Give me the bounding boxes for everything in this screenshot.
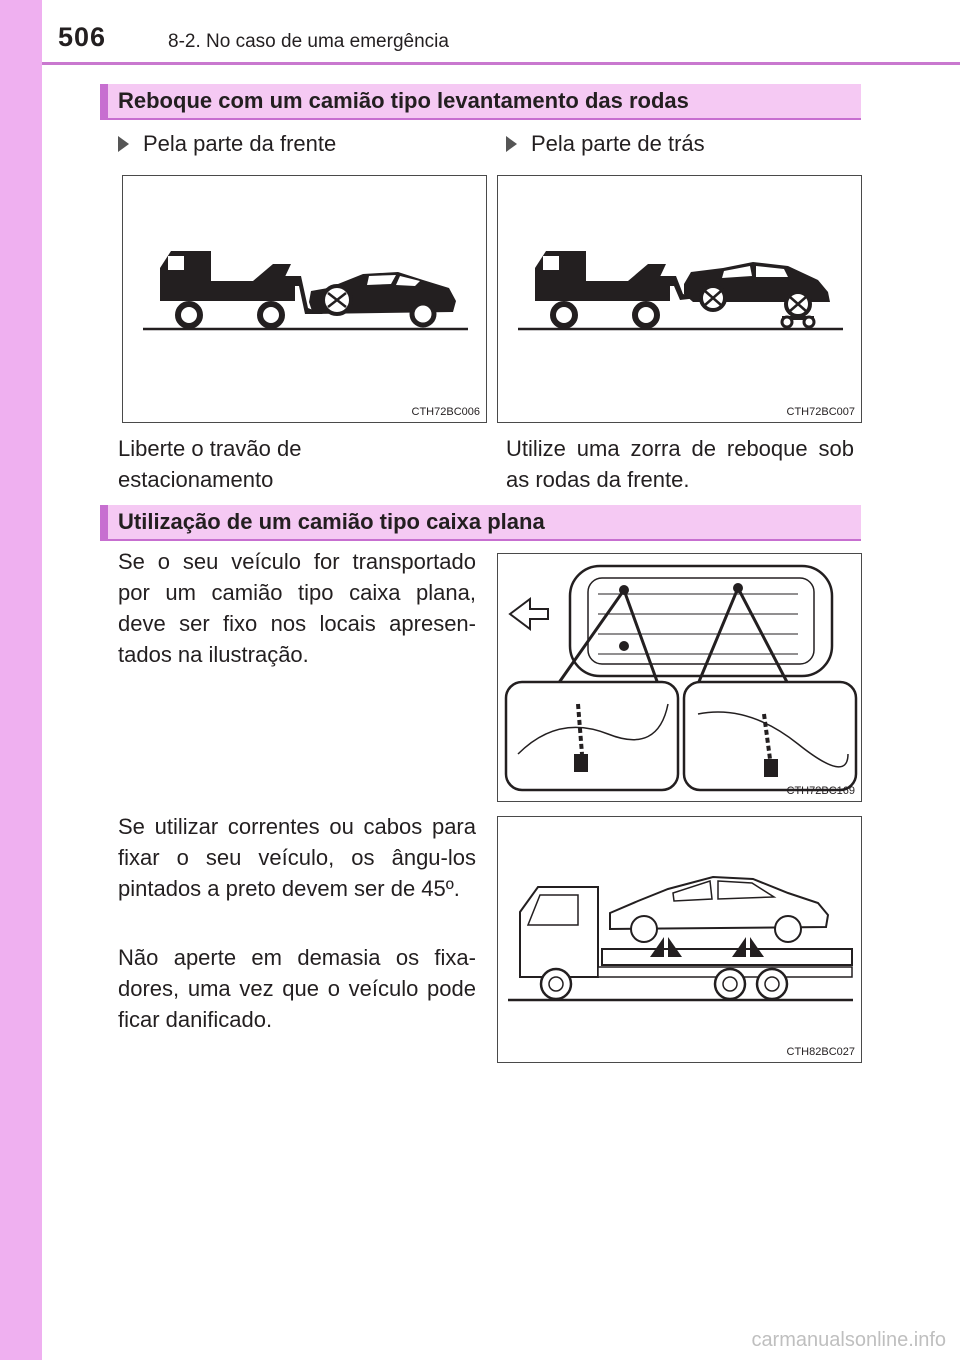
flatbed-truck-illustration <box>498 817 861 1062</box>
subheading-rear-label: Pela parte de trás <box>531 131 705 156</box>
figure-code: CTH72BC007 <box>786 406 855 418</box>
section-title-wheel-lift: Reboque com um camião tipo levantamento das rodas <box>100 84 861 120</box>
underbody-tie-down-illustration <box>498 554 861 801</box>
tow-truck-rear-illustration <box>498 176 861 422</box>
triangle-bullet-icon <box>506 136 517 152</box>
chapter-title: 8-2. No caso de uma emergência <box>168 31 449 52</box>
figure-tie-down-points <box>497 553 862 802</box>
figure-tow-rear <box>497 175 862 423</box>
tow-truck-front-illustration <box>123 176 486 422</box>
page-number: 506 <box>58 22 107 52</box>
flatbed-paragraph-2: Se utilizar correntes ou cabos para fixar o seu veículo, os ângu-los pintados a preto devem ser de 45º. <box>118 814 476 901</box>
subheading-front <box>118 131 336 157</box>
caption-rear: Utilize uma zorra de reboque sob as rodas da frente. <box>506 436 854 492</box>
subheading-rear <box>506 131 705 157</box>
triangle-bullet-icon <box>118 136 129 152</box>
section-title-flatbed: Utilização de um camião tipo caixa plana <box>100 505 861 541</box>
subheading-front-label: Pela parte da frente <box>143 131 337 156</box>
figure-flatbed-truck <box>497 816 862 1063</box>
watermark: carmanualsonline.info <box>751 1329 946 1351</box>
figure-code: CTH72BC006 <box>411 406 480 418</box>
figure-code: CTH72BC169 <box>786 785 855 797</box>
figure-code: CTH82BC027 <box>786 1046 855 1058</box>
flatbed-paragraph-3: Não aperte em demasia os fixa-dores, uma vez que o veículo pode ficar danificado. <box>118 945 476 1032</box>
figure-tow-front <box>122 175 487 423</box>
side-tab-strip <box>0 0 42 1360</box>
header-rule <box>42 62 960 65</box>
flatbed-paragraph-1: Se o seu veículo for transportado por um camião tipo caixa plana, deve ser fixo nos locais apresen-tados na ilustração. <box>118 549 476 667</box>
caption-front: Liberte o travão de estacionamento <box>118 436 302 492</box>
